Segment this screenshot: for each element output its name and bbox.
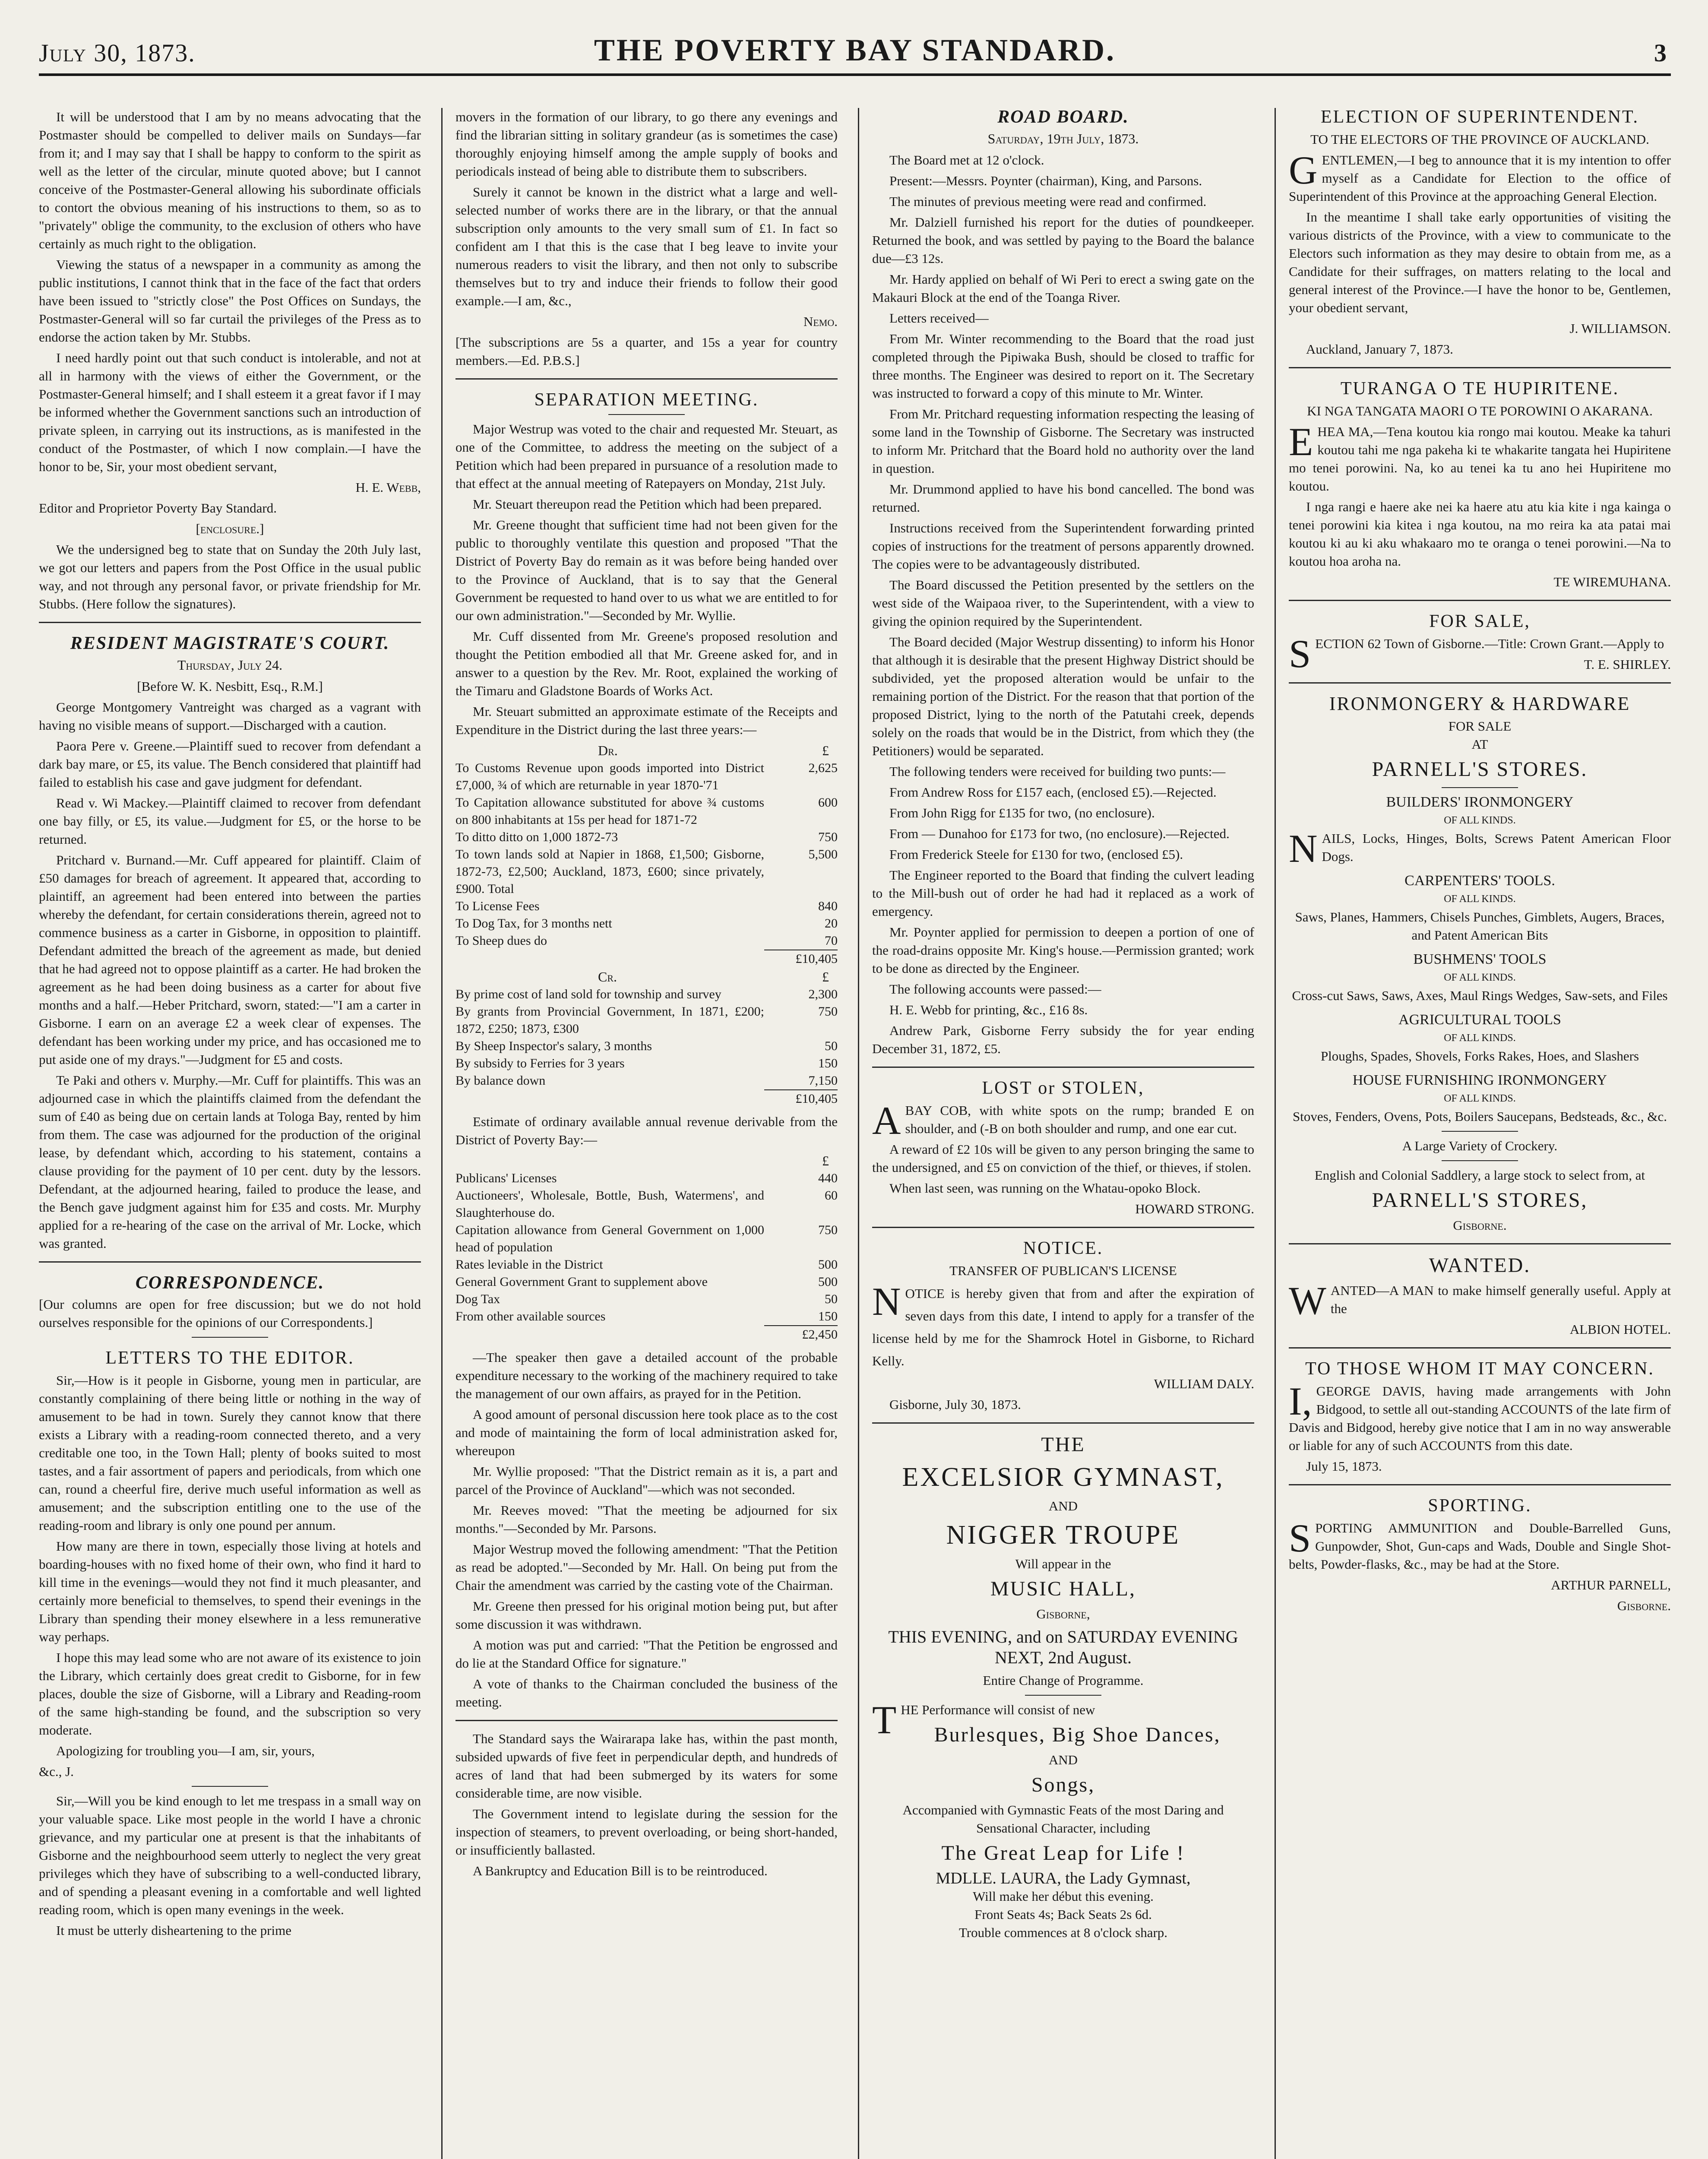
enclosure-label: [enclosure.] (196, 521, 264, 536)
meeting-paragraph: Mr. Greene then pressed for his original motion being put, but after some discussion it was withdrawn. (455, 1599, 838, 1632)
show-seats: Front Seats 4s; Back Seats 2s 6d. (974, 1907, 1152, 1922)
minutes-paragraph: The Board discussed the Petition presented by the settlers on the west side of the Waipaoa river, to the Superintendent, with a view to giving the opinion required by the Superintendent. (872, 577, 1254, 629)
minutes-paragraph: Mr. Hardy applied on behalf of Wi Peri to erect a swing gate on the Makauri Block at the end of the Toanga River. (872, 272, 1254, 305)
concern-date: July 15, 1873. (1306, 1459, 1382, 1474)
divider (872, 1422, 1254, 1424)
table-row (455, 1038, 838, 1055)
news-item: A Bankruptcy and Education Bill is to be reintroduced. (473, 1863, 768, 1878)
row-amount: 5,500 (808, 847, 838, 861)
parnells-stores: PARNELL'S STORES. (1372, 758, 1588, 781)
estimate-intro: Estimate of ordinary available annual revenue derivable from the District of Poverty Bay:— (455, 1114, 838, 1147)
column-1 (39, 108, 421, 2159)
show-burlesques: Burlesques, Big Shoe Dances, (934, 1723, 1221, 1746)
credit-header (455, 968, 838, 986)
row-item: Capitation allowance from General Government on 1,000 head of population (455, 1223, 764, 1254)
election-subheading: TO THE ELECTORS OF THE PROVINCE OF AUCKLAND. (1310, 132, 1649, 147)
row-item: By grants from Provincial Government, In 1871, £200; 1872, £250; 1873, £300 (455, 1004, 764, 1036)
agricultural-text: Ploughs, Spades, Shovels, Forks Rakes, Hoes, and Slashers (1320, 1048, 1639, 1064)
turanga-body: HEA MA,—Tena koutou kia rongo mai koutou. Meake ka tahuri koutou tahi me nga pakeha ki te whakarite tangata hei Hupiritene mo tenei porowini. Na, ko au tenei ka tu ano hei Hupiritene mo koutou. (1289, 424, 1671, 494)
meeting-paragraph: Major Westrup was voted to the chair and requested Mr. Steuart, as one of the Committee, to address the meeting on the subject of a Petition which had been prepared in pursuance of a resolution made to that effect at the annual meeting of Ratepayers on Monday, 21st July. (455, 421, 838, 491)
row-amount: 750 (818, 830, 838, 844)
drop-cap: W (1289, 1279, 1326, 1323)
row-amount: 500 (818, 1257, 838, 1272)
letter-paragraph: Sir,—Will you be kind enough to let me trespass in a small way on your valuable space. Like most people in the world I have a chronic grievance, and my particular one at present is that the inhabitants of Gisborne and the neighbourhood seem utterly to neglect the very great privileges which they have of subscribing to a well-conducted library, and of spending a pleasant evening in a comfortable and well lighted reading room, which is open many evenings in the week. (39, 1793, 421, 1917)
court-date: Thursday, July 24. (177, 657, 283, 673)
election-text-2: In the meantime I shall take early opportunities of visiting the various districts of the Province, with a view to communicate to the Electors such information as they may desire to obtain from me, as a Candidate for their suffrages, on matters relating to the local and general interest of the Province.—I have the honor to be, Gentlemen, your obedient servant, (1289, 209, 1671, 315)
drop-cap: S (1289, 632, 1311, 676)
divider (455, 378, 838, 380)
row-item: Rates leviable in the District (455, 1257, 603, 1272)
concern-text (1289, 1379, 1671, 1455)
drop-cap: N (1289, 826, 1318, 871)
turanga-heading: TURANGA O TE HUPIRITENE. (1340, 379, 1619, 399)
row-item: To Capitation allowance substituted for above ¾ customs on 800 inhabitants at 15s per head for 1871-72 (455, 795, 764, 827)
show-program-change: Entire Change of Programme. (983, 1673, 1144, 1688)
page-number: 3 (1654, 39, 1667, 67)
letter-paragraph: It will be understood that I am by no means advocating that the Postmaster should be compelled to deliver mails on Sundays—far from it; and I may say that I shall be happy to conform to the spirit as well as the letter of the circular, minute quoted above; but I cannot conceive of the Postmaster-General allowing his subordinate officials to contort the obvious meaning of his instructions to them, so as to "privately" oblige the community, to the exclusion of others who have certainly as much right to the obligation. (39, 109, 421, 251)
table-row (455, 794, 838, 829)
bushmens-heading: BUSHMENS' TOOLS (1413, 951, 1547, 967)
all-kinds-label: OF ALL KINDS. (1444, 893, 1516, 905)
ironmongery-heading: IRONMONGERY & HARDWARE (1329, 693, 1631, 714)
table-row (455, 1055, 838, 1072)
minutes-paragraph: From Frederick Steele for £130 for two, (enclosed £5). (889, 847, 1183, 862)
masthead (39, 17, 1671, 76)
show-title: EXCELSIOR GYMNAST, (902, 1463, 1224, 1492)
meeting-paragraph: A vote of thanks to the Chairman concluded the business of the meeting. (455, 1676, 838, 1709)
show-laura: MDLLE. LAURA, the Lady Gymnast, (936, 1869, 1191, 1887)
drop-cap: G (1289, 148, 1318, 192)
row-amount: 50 (825, 1039, 838, 1053)
gisborne-label: Gisborne. (1453, 1218, 1507, 1233)
row-item: By subsidy to Ferries for 3 years (455, 1056, 625, 1070)
correspondence-note: [Our columns are open for free discussion; but we do not hold ourselves responsible for the opinions of our Correspondents.] (39, 1297, 421, 1330)
table-row (455, 1187, 838, 1222)
credit-total: £10,405 (764, 1090, 838, 1108)
row-item: To Sheep dues do (455, 934, 547, 948)
row-amount: 60 (825, 1188, 838, 1203)
row-amount: 750 (818, 1004, 838, 1019)
pound-symbol: £ (822, 743, 829, 758)
court-case: Te Paki and others v. Murphy.—Mr. Cuff for plaintiffs. This was an adjourned case in which the plaintiffs claimed from the defendant the sum of £40 as being due on certain lands at Tologa Bay, rented by him from them. The case was adjourned for the production of the original lease, by defendant which, according to his statement, contains a clause providing for the payment of 10 per cent. duty by the lessors. Defendant, at the adjourned hearing, failed to produce the lease, and the Bench gave judgment against him for £35 and costs. Mr. Murphy applied for a re-hearing of the case on the arrival of Mr. Locke, which was granted. (39, 1073, 421, 1251)
divider (1442, 1131, 1518, 1132)
court-case: George Montgomery Vantreight was charged as a vagrant with having no visible means of support.—Discharged with a caution. (39, 700, 421, 733)
builders-heading: BUILDERS' IRONMONGERY (1386, 794, 1574, 810)
minutes-paragraph: Mr. Dalziell furnished his report for the duties of poundkeeper. Returned the book, and was settled by paying to the Board the balance due—£3 12s. (872, 215, 1254, 266)
turanga-signature: TE WIREMUHANA. (1553, 574, 1671, 589)
builders-body: AILS, Locks, Hinges, Bolts, Screws Patent American Floor Dogs. (1322, 831, 1671, 864)
wanted-heading: WANTED. (1429, 1254, 1531, 1277)
news-item: The Government intend to legislate during the session for the inspection of steamers, to prevent overloading, or being short-handed, or insufficiently ballasted. (455, 1806, 838, 1858)
table-row (455, 915, 838, 932)
divider (1289, 682, 1671, 684)
row-item: Auctioneers', Wholesale, Bottle, Bush, Watermens', and Slaughterhouse do. (455, 1188, 764, 1220)
ironmongery-for-sale: FOR SALE (1448, 719, 1512, 734)
letter-paragraph: Sir,—How is it people in Gisborne, young men in particular, are constantly complaining of there being little or nothing in the way of amusement to be had in town. Surely they cannot know that there exists a Library with a reading-room connected thereto, and a very creditable one too, in the Town Hall; plenty of books suited to most tastes, and a fair assortment of papers and periodicals, from which one can, round a cheerful fire, derive much useful information as well as amusement; and the subscription entitling one to the use of the reading-room and library is only one pound per annum. (39, 1373, 421, 1533)
letter-paragraph: Apologizing for troubling you—I am, sir, yours, (56, 1743, 315, 1758)
show-songs: Songs, (1031, 1773, 1095, 1796)
lost-stolen-seen: When last seen, was running on the Whatau-opoko Block. (889, 1181, 1201, 1196)
row-item: To Dog Tax, for 3 months nett (455, 916, 612, 931)
letter-paragraph: I need hardly point out that such conduct is intolerable, and not at all in harmony with the views of either the Government, or the Postmaster-General himself; and I shall esteem it a great favor if I may be informed whether the Government sanctions such an introduction of private spleen, in carrying out its instructions, as is manifested in the conduct of the Postmaster, of which I now complain.—I have the honor to be, Sir, your most obedient servant, (39, 350, 421, 474)
sporting-heading: SPORTING. (1428, 1496, 1532, 1516)
meeting-paragraph: Mr. Greene thought that sufficient time had not been given for the public to thoroughly ventilate this question and proposed "That the District of Poverty Bay do remain as it was before being handed over to the Province of Auckland, that is to say that the General Government be requested to hand over to us what we are entitled to for our own administration."—Seconded by Mr. Wyllie. (455, 517, 838, 623)
row-amount: 70 (825, 934, 838, 948)
drop-cap: E (1289, 420, 1313, 464)
table-row (455, 1170, 838, 1187)
show-and: AND (1048, 1498, 1078, 1513)
lost-stolen-reward: A reward of £2 10s will be given to any person bringing the same to the undersigned, and £5 on conviction of the thief, or thieves, if stolen. (872, 1142, 1254, 1175)
letter-paragraph: Viewing the status of a newspaper in a community as among the public institutions, I cannot think that in the face of the fact that orders have been issued to "strictly close" the Post Offices on Sundays, the Postmaster-General will so far curtail the privileges of the Press as to endorse the action taken by Mr. Stubbs. (39, 257, 421, 345)
table-row (455, 1291, 838, 1308)
letter-paragraph: I hope this may lead some who are not aware of its existence to join the Library, which certainly does great credit to Gisborne, for in few places, double the size of Gisborne, will a Library and Reading-room of the same high-standing be found, and the subscription so very moderate. (39, 1650, 421, 1738)
election-text (1289, 148, 1671, 206)
concern-heading: TO THOSE WHOM IT MAY CONCERN. (1305, 1359, 1654, 1379)
divider (192, 1337, 268, 1338)
divider (1025, 1695, 1101, 1696)
credit-label: Cr. (598, 969, 617, 985)
show-venue: MUSIC HALL, (990, 1577, 1136, 1600)
pound-symbol: £ (822, 969, 829, 985)
court-case: Read v. Wi Mackey.—Plaintiff claimed to recover from defendant one bay filly, or £5, its value.—Judgment for £5, or the horse to be returned. (39, 795, 421, 847)
election-body: ENTLEMEN,—I beg to announce that it is my intention to offer myself as a Candidate for Election to the office of Superintendent of this Province at the approaching General Election. (1289, 152, 1671, 204)
minutes-paragraph: Present:—Messrs. Poynter (chairman), King, and Parsons. (889, 173, 1202, 188)
notice-subheading: TRANSFER OF PUBLICAN'S LICENSE (949, 1263, 1177, 1278)
divider (39, 622, 421, 623)
court-case: Pritchard v. Burnand.—Mr. Cuff appeared for plaintiff. Claim of £50 damages for breach of agreement. It appeared that, according to plaintiff, an agreement had been entered into between the parties whereby the defendant, for certain considerations therein, agreed not to commence business as a carter in Gisborne, in opposition to plaintiff. Defendant admitted the breach of the agreement as made, but denied that he had agreed not to oppose plaintiff as a carter. He had broken the agreement as he had been doing business as a carter for about five months and a half.—Heber Pritchard, sworn, stated:—"I am a carter in Gisborne. I earn on an average £2 a week clear of expenses. The defendant has been working under my price, and has occasioned me to put aside one of my drays."—Judgment for £5 and costs. (39, 852, 421, 1067)
minutes-paragraph: From Mr. Pritchard requesting information respecting the leasing of some land in the Township of Gisborne. The Secretary was instructed to inform Mr. Pritchard that the Board hold no authority over the land in question. (872, 406, 1254, 476)
divider (872, 1227, 1254, 1228)
row-amount: 2,300 (808, 987, 838, 1001)
table-row (455, 898, 838, 915)
saddlery-line: English and Colonial Saddlery, a large stock to select from, at (1314, 1168, 1645, 1183)
lost-stolen-body: BAY COB, with white spots on the rump; branded E on shoulder, and (-B on both shoulder and rump, and one ear cut. (905, 1103, 1254, 1136)
row-amount: 840 (818, 899, 838, 913)
estimate-table (455, 1170, 838, 1343)
builders-text (1289, 826, 1671, 871)
table-row (455, 1003, 838, 1038)
court-case: Paora Pere v. Greene.—Plaintiff sued to recover from defendant a dark bay mare, or £5, its value. The Bench considered that plaintiff had failed to establish his case and gave judgment for defendant. (39, 738, 421, 790)
for-sale-heading: FOR SALE, (1429, 611, 1531, 631)
letter-paragraph: It must be utterly disheartening to the prime (56, 1923, 291, 1938)
minutes-paragraph: Letters received— (889, 310, 989, 326)
show-the: THE (1041, 1433, 1085, 1456)
row-amount: 440 (818, 1171, 838, 1185)
row-item: Publicans' Licenses (455, 1171, 557, 1185)
notice-heading: NOTICE. (1023, 1238, 1104, 1258)
estimate-total: £2,450 (764, 1326, 838, 1343)
show-performance-text: HE Performance will consist of new (901, 1702, 1095, 1717)
meeting-paragraph: Mr. Cuff dissented from Mr. Greene's proposed resolution and thought the Petition embodied all that Mr. Greene asked for, and in answer to a question by the Rev. Mr. Root, explained the working of the Timaru and Gladstone Boards of Works Act. (455, 629, 838, 698)
minutes-paragraph: Mr. Poynter applied for permission to deepen a portion of one of the road-drains opposite Mr. King's house.—Permission granted; work to be done as directed by the Engineer. (872, 924, 1254, 976)
turanga-subheading: KI NGA TANGATA MAORI O TE POROWINI O AKARANA. (1307, 403, 1653, 418)
letter-paragraph: movers in the formation of our library, to go there any evenings and find the librarian sitting in solitary grandeur (as is sometimes the case) thoroughly enjoying himself among the ample supply of books and periodicals instead of being able to distribute them to subscribers. (455, 109, 838, 179)
drop-cap: N (872, 1279, 901, 1323)
issue-date: July 30, 1873. (39, 39, 196, 67)
row-amount: 50 (825, 1292, 838, 1306)
minutes-paragraph: H. E. Webb for printing, &c., £16 8s. (889, 1002, 1088, 1017)
bushmens-text: Cross-cut Saws, Saws, Axes, Maul Rings Wedges, Saw-sets, and Files (1292, 988, 1668, 1003)
wanted-text (1289, 1279, 1671, 1323)
house-furnishing-heading: HOUSE FURNISHING IRONMONGERY (1352, 1072, 1607, 1088)
editor-note: [The subscriptions are 5s a quarter, and 15s a year for country members.—Ed. P.B.S.] (455, 335, 838, 368)
concern-body: GEORGE DAVIS, having made arrangements with John Bidgood, to settle all out-standing ACCOUNTS of the late firm of Davis and Bidgood, hereby give notice that I am in no way answerable or liable for any of such ACCOUNTS from this date. (1289, 1383, 1671, 1453)
debit-table (455, 760, 838, 968)
carpenters-text: Saws, Planes, Hammers, Chisels Punches, Gimblets, Augers, Braces, and Patent American Bits (1295, 909, 1665, 943)
estimate-header (455, 1152, 838, 1170)
table-row (455, 829, 838, 846)
table-row (455, 932, 838, 950)
row-item: To Customs Revenue upon goods imported into District £7,000, ¾ of which are returnable in year 1870-'71 (455, 761, 764, 792)
row-amount: 600 (818, 795, 838, 810)
row-amount: 500 (818, 1275, 838, 1289)
notice-signature: WILLIAM DALY. (1154, 1376, 1254, 1391)
row-amount: 20 (825, 916, 838, 931)
court-heading: RESIDENT MAGISTRATE'S COURT. (70, 633, 390, 653)
turanga-text (1289, 420, 1671, 495)
show-great-leap: The Great Leap for Life ! (941, 1842, 1185, 1865)
show-will-appear: Will appear in the (1015, 1556, 1111, 1571)
pound-symbol: £ (822, 1153, 829, 1168)
show-accompanied: Accompanied with Gymnastic Feats of the most Daring and Sensational Character, including (902, 1802, 1224, 1836)
court-before: [Before W. K. Nesbitt, Esq., R.M.] (137, 679, 323, 694)
road-board-date: Saturday, 19th July, 1873. (987, 131, 1139, 146)
row-item: General Government Grant to supplement above (455, 1275, 708, 1289)
house-furnishing-text: Stoves, Fenders, Ovens, Pots, Boilers Saucepans, Bedsteads, &c., &c. (1292, 1109, 1667, 1124)
row-amount: 2,625 (808, 761, 838, 775)
divider (1289, 1347, 1671, 1349)
letters-heading: LETTERS TO THE EDITOR. (105, 1348, 354, 1368)
election-date: Auckland, January 7, 1873. (1306, 342, 1453, 357)
correspondence-heading: CORRESPONDENCE. (135, 1273, 325, 1293)
show-place: Gisborne, (1036, 1606, 1090, 1621)
divider (192, 1786, 268, 1787)
sporting-text (1289, 1516, 1671, 1573)
row-item: Dog Tax (455, 1292, 500, 1306)
minutes-paragraph: The Board decided (Major Westrup dissenting) to inform his Honor that although it is desirable that the present Highway District should be subdivided, yet the proposed alteration would be unfair to the remaining portion of the District. For the reason that that portion of the proposed District, lying to the north of the Patutahi creek, depends solely on the roads that would be in the District, from which they (the Petitioners) would be separated. (872, 634, 1254, 758)
minutes-paragraph: From — Dunahoo for £173 for two, (no enclosure).—Rejected. (889, 826, 1230, 841)
row-amount: 150 (818, 1056, 838, 1070)
divider (1289, 1243, 1671, 1244)
meeting-paragraph: Major Westrup moved the following amendment: "That the Petition as read be adopted."—Seconded by Mr. Hall. On being put from the Chair the amendment was carried by the casting vote of the Chairman. (455, 1542, 838, 1593)
row-item: To License Fees (455, 899, 540, 913)
election-heading: ELECTION OF SUPERINTENDENT. (1320, 108, 1639, 127)
meeting-paragraph: A motion was put and carried: "That the Petition be engrossed and do lie at the Standard Office for signature." (455, 1637, 838, 1671)
show-time: Trouble commences at 8 o'clock sharp. (958, 1925, 1168, 1940)
letter-signature: &c., J. (39, 1764, 74, 1779)
divider (39, 1261, 421, 1263)
table-total-row (455, 950, 838, 968)
drop-cap: S (1289, 1516, 1311, 1560)
notice-date: Gisborne, July 30, 1873. (889, 1397, 1021, 1412)
minutes-paragraph: From Mr. Winter recommending to the Board that the road just completed through the Pipiwaka Bush, should be closed to traffic for three months. The Engineer was desired to report on it. The Secretary was instructed to forward a copy of this minute to Mr. Winter. (872, 331, 1254, 401)
minutes-paragraph: Instructions received from the Superintendent forwarding printed copies of instructions for the treatment of persons apparently drowned. The copies were to be advantageously distributed. (872, 520, 1254, 572)
lost-stolen-heading: LOST or STOLEN, (982, 1078, 1145, 1098)
letter-paragraph: How many are there in town, especially those living at hotels and boarding-houses with no fixed home of their own, who find it hard to kill time in the evenings—would they not find it much pleasanter, and certainly more beneficial to themselves, to spend their evenings in the Library than spending their money elsewhere in a less remunerative way perhaps. (39, 1539, 421, 1644)
table-row (455, 986, 838, 1003)
meeting-paragraph: Mr. Wyllie proposed: "That the District remain as it is, a part and parcel of the Province of Auckland"—which was not seconded. (455, 1464, 838, 1497)
crockery-line: A Large Variety of Crockery. (1402, 1138, 1558, 1153)
table-row (455, 1222, 838, 1256)
letter-signature: H. E. Webb, (355, 480, 421, 495)
table-total-row (455, 1326, 838, 1343)
column-4 (1289, 108, 1671, 2159)
show-debut: Will make her début this evening. (973, 1889, 1154, 1904)
minutes-paragraph: The following accounts were passed:— (889, 981, 1101, 997)
row-item: By prime cost of land sold for township and survey (455, 987, 721, 1001)
carpenters-heading: CARPENTERS' TOOLS. (1404, 873, 1555, 889)
divider (1442, 787, 1518, 788)
meeting-paragraph: Mr. Steuart thereupon read the Petition which had been prepared. (473, 497, 822, 512)
road-board-heading: ROAD BOARD. (997, 108, 1129, 127)
divider (872, 1067, 1254, 1068)
debit-total: £10,405 (764, 950, 838, 968)
row-item: By Sheep Inspector's salary, 3 months (455, 1039, 652, 1053)
debit-header (455, 741, 838, 760)
table-row (455, 1273, 838, 1291)
drop-cap: T (872, 1698, 897, 1742)
table-row (455, 760, 838, 794)
meeting-paragraph: —The speaker then gave a detailed account of the probable expenditure necessary to the working of the machinery required to take the management of our own affairs, as prayed for in the Petition. (455, 1350, 838, 1401)
table-row (455, 846, 838, 898)
meeting-paragraph: Mr. Reeves moved: "That the meeting be adjourned for six months."—Seconded by Mr. Parsons. (455, 1503, 838, 1536)
election-signature: J. WILLIAMSON. (1569, 321, 1671, 336)
drop-cap: I, (1289, 1379, 1312, 1423)
column-rule (858, 108, 859, 2159)
table-row (455, 1308, 838, 1326)
all-kinds-label: OF ALL KINDS. (1444, 1093, 1516, 1104)
table-total-row (455, 1090, 838, 1108)
divider (1442, 1160, 1518, 1161)
divider (1289, 367, 1671, 368)
show-troupe: NIGGER TROUPE (946, 1520, 1180, 1550)
all-kinds-label: OF ALL KINDS. (1444, 972, 1516, 983)
sporting-signature: ARTHUR PARNELL, (1551, 1577, 1671, 1592)
column-rule (1275, 108, 1276, 2159)
lost-stolen-signature: HOWARD STRONG. (1135, 1201, 1254, 1216)
debit-label: Dr. (598, 743, 618, 758)
newspaper-title: THE POVERTY BAY STANDARD. (594, 33, 1116, 67)
for-sale-body: ECTION 62 Town of Gisborne.—Title: Crown Grant.—Apply to (1315, 636, 1664, 651)
letter-paragraph: Surely it cannot be known in the district what a large and well-selected number of works there are in the library, or that the annual subscription only amounts to the very small sum of £1. In fact so confident am I that this is the case that I beg leave to invite your numerous readers to visit the library, and then not only to subscribe themselves but to try and induce their friends to follow their good example.—I am, &c., (455, 184, 838, 308)
credit-table (455, 986, 838, 1108)
row-amount: 150 (818, 1309, 838, 1323)
divider (608, 414, 685, 415)
all-kinds-label: OF ALL KINDS. (1444, 815, 1516, 826)
notice-body: OTICE is hereby given that from and after the expiration of seven days from this date, I intend to apply for a transfer of the license held by me for the Shamrock Hotel in Gisborne, to Richard Kelly. (872, 1286, 1254, 1368)
lost-stolen-text (872, 1098, 1254, 1143)
parnells-stores-2: PARNELL'S STORES, (1372, 1189, 1588, 1212)
minutes-paragraph: The Board met at 12 o'clock. (889, 152, 1044, 168)
drop-cap: A (872, 1098, 901, 1143)
row-item: From other available sources (455, 1309, 606, 1323)
enclosure-text: We the undersigned beg to state that on Sunday the 20th July last, we got our letters and papers from the Post Office in the usual public way, and not through any personal favor, or private friendship for Mr. Stubbs. (Here follow the signatures). (39, 542, 421, 611)
minutes-paragraph: The Engineer reported to the Board that finding the culvert leading to the Mill-bush out of order he had had it replaced as a work of emergency. (872, 867, 1254, 919)
sporting-place: Gisborne. (1617, 1598, 1671, 1613)
column-2 (455, 108, 838, 2159)
table-row (455, 1256, 838, 1273)
turanga-text-2: I nga rangi e haere ake nei ka haere atu atu kia kite i nga kainga o tenei porowini kia kitea i nga koutou, na mo reira ka ata patai mai koutou ki au ki aku whakaaro mo te oranga o tenei porowini.—Na to koutou hoa aroha na. (1289, 499, 1671, 569)
meeting-paragraph: A good amount of personal discussion here took place as to the cost and mode of maintaining the form of local administration asked for, whereupon (455, 1407, 838, 1458)
meeting-paragraph: Mr. Steuart submitted an approximate estimate of the Receipts and Expenditure in the District during the last three years:— (455, 704, 838, 737)
minutes-paragraph: The minutes of previous meeting were read and confirmed. (889, 194, 1207, 209)
row-item: To town lands sold at Napier in 1868, £1,500; Gisborne, 1872-73, £2,500; Auckland, 1873, £600; since privately, £900. Total (455, 847, 764, 896)
minutes-paragraph: Andrew Park, Gisborne Ferry subsidy the for year ending December 31, 1872, £5. (872, 1023, 1254, 1056)
for-sale-signature: T. E. SHIRLEY. (1584, 657, 1671, 672)
letter-signature: Nemo. (803, 314, 838, 329)
notice-text (872, 1279, 1254, 1372)
all-kinds-label: OF ALL KINDS. (1444, 1032, 1516, 1044)
row-item: To ditto ditto on 1,000 1872-73 (455, 830, 618, 844)
agricultural-heading: AGRICULTURAL TOOLS (1398, 1012, 1561, 1028)
table-row (455, 1072, 838, 1090)
divider (1289, 1484, 1671, 1485)
minutes-paragraph: Mr. Drummond applied to have his bond cancelled. The bond was returned. (872, 481, 1254, 515)
show-and: AND (1048, 1752, 1078, 1767)
sporting-body: PORTING AMMUNITION and Double-Barrelled Guns, Gunpowder, Shot, Gun-caps and Wads, Double and Single Shot-belts, Powder-flasks, &c., may be had at the Store. (1289, 1520, 1671, 1572)
news-item: The Standard says the Wairarapa lake has, within the past month, subsided upwards of five feet in perpendicular depth, and hundreds of acres of land that had been submerged by its waters for some considerable time, are now visible. (455, 1731, 838, 1801)
separation-heading: SEPARATION MEETING. (534, 390, 759, 410)
minutes-paragraph: From John Rigg for £135 for two, (no enclosure). (889, 805, 1155, 820)
letter-signature-title: Editor and Proprietor Poverty Bay Standard. (39, 500, 277, 516)
row-item: By balance down (455, 1073, 546, 1088)
divider (1289, 600, 1671, 601)
show-dates: THIS EVENING, and on SATURDAY EVENING NEXT, 2nd August. (888, 1627, 1238, 1667)
ironmongery-at: AT (1471, 737, 1488, 752)
minutes-paragraph: From Andrew Ross for £157 each, (enclosed £5).—Rejected. (889, 785, 1217, 800)
divider (455, 1720, 838, 1721)
row-amount: 750 (818, 1223, 838, 1237)
minutes-paragraph: The following tenders were received for building two punts:— (889, 764, 1226, 779)
row-amount: 7,150 (808, 1073, 838, 1088)
column-rule (441, 108, 443, 2159)
wanted-body: ANTED—A MAN to make himself generally useful. Apply at the (1330, 1283, 1671, 1316)
wanted-signature: ALBION HOTEL. (1569, 1322, 1671, 1337)
column-3 (872, 108, 1254, 2159)
